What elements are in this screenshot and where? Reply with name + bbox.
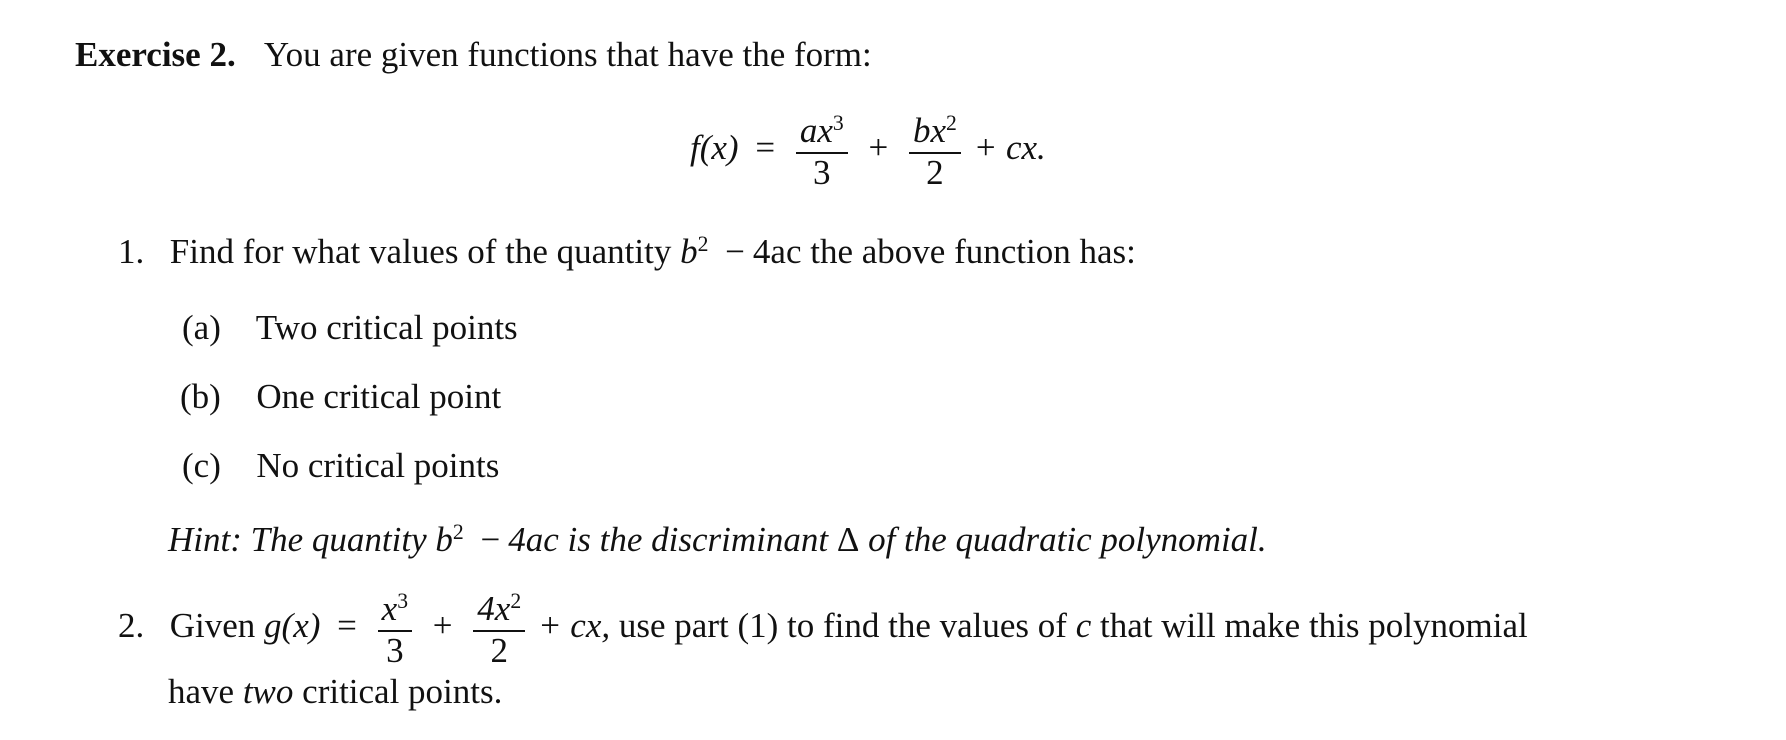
list-item — [182, 308, 518, 348]
fraction-2-exponent: 2 — [946, 111, 957, 136]
exercise-intro: You are given functions that have the form: — [263, 35, 872, 74]
exercise-heading — [75, 35, 872, 75]
fraction-2-numerator: bx — [912, 111, 947, 150]
q2-equals: = — [337, 606, 357, 646]
hint-text-b: is the discriminant — [567, 520, 829, 559]
hint-delta: Δ — [836, 520, 860, 559]
item-c-text: No critical points — [256, 446, 500, 485]
question-2 — [118, 588, 1528, 670]
fraction-1-numerator: ax — [799, 111, 833, 150]
question-1 — [118, 232, 1136, 272]
question-2-line-2 — [168, 672, 502, 712]
q2-fraction-1-exponent: 3 — [397, 589, 409, 614]
hint-text-c: of the quadratic polynomial. — [868, 520, 1267, 559]
q2-tail-math: + cx, — [537, 606, 611, 646]
q1-4ac: 4ac — [752, 232, 802, 271]
item-b-label: (b) — [180, 377, 221, 416]
hint-line — [168, 520, 1267, 560]
formula-display — [690, 110, 1046, 192]
formula-equals: = — [755, 128, 776, 168]
list-item — [180, 377, 501, 417]
hint-b: b — [435, 520, 453, 559]
q2-fraction-2-numerator: 4x — [477, 589, 511, 628]
q2-fraction-2 — [473, 588, 525, 670]
question-2-number: 2. — [118, 606, 145, 646]
q1-b: b — [680, 232, 698, 271]
question-1-text-a: Find for what values of the quantity — [169, 232, 672, 271]
q2-text-a: use part (1) to find the values of — [618, 606, 1067, 646]
q2-fraction-2-exponent: 2 — [510, 589, 522, 614]
q2-line2-em: two — [242, 672, 294, 711]
item-a-text: Two critical points — [255, 308, 518, 347]
item-c-label: (c) — [182, 446, 221, 485]
formula-fraction-2 — [909, 110, 961, 192]
formula-fraction-1 — [796, 110, 848, 192]
formula-plus: + — [868, 128, 889, 168]
question-1-number: 1. — [118, 232, 145, 271]
q2-fraction-1-denominator: 3 — [386, 631, 404, 670]
q2-fraction-1 — [378, 588, 412, 670]
list-item — [182, 446, 499, 486]
q2-plus: + — [432, 606, 453, 646]
q1-minus: − — [725, 232, 745, 271]
hint-b-exponent: 2 — [452, 520, 464, 545]
fraction-1-exponent: 3 — [832, 111, 844, 136]
fraction-1-denominator: 3 — [813, 153, 831, 192]
q2-c: c — [1075, 606, 1092, 646]
q2-line2-a: have — [168, 672, 235, 711]
q2-line2-b: critical points. — [302, 672, 503, 711]
q2-fraction-2-denominator: 2 — [490, 631, 508, 670]
fraction-2-denominator: 2 — [926, 153, 944, 192]
formula-tail: + cx. — [973, 128, 1046, 168]
question-1-text-b: the above function has: — [810, 232, 1136, 271]
hint-prefix: Hint: — [168, 520, 242, 559]
question-2-given: Given — [169, 606, 256, 646]
formula-lhs: f(x) — [690, 128, 739, 168]
exercise-label: Exercise 2. — [75, 35, 236, 74]
hint-4ac: 4ac — [508, 520, 559, 559]
hint-text-a: The quantity — [250, 520, 427, 559]
q2-g: g(x) — [264, 606, 321, 646]
item-a-label: (a) — [182, 308, 221, 347]
item-b-text: One critical point — [256, 377, 502, 416]
q1-b-exponent: 2 — [697, 232, 709, 257]
q2-text-b: that will make this polynomial — [1099, 606, 1528, 646]
hint-minus: − — [480, 520, 501, 559]
q2-fraction-1-numerator: x — [381, 589, 398, 628]
